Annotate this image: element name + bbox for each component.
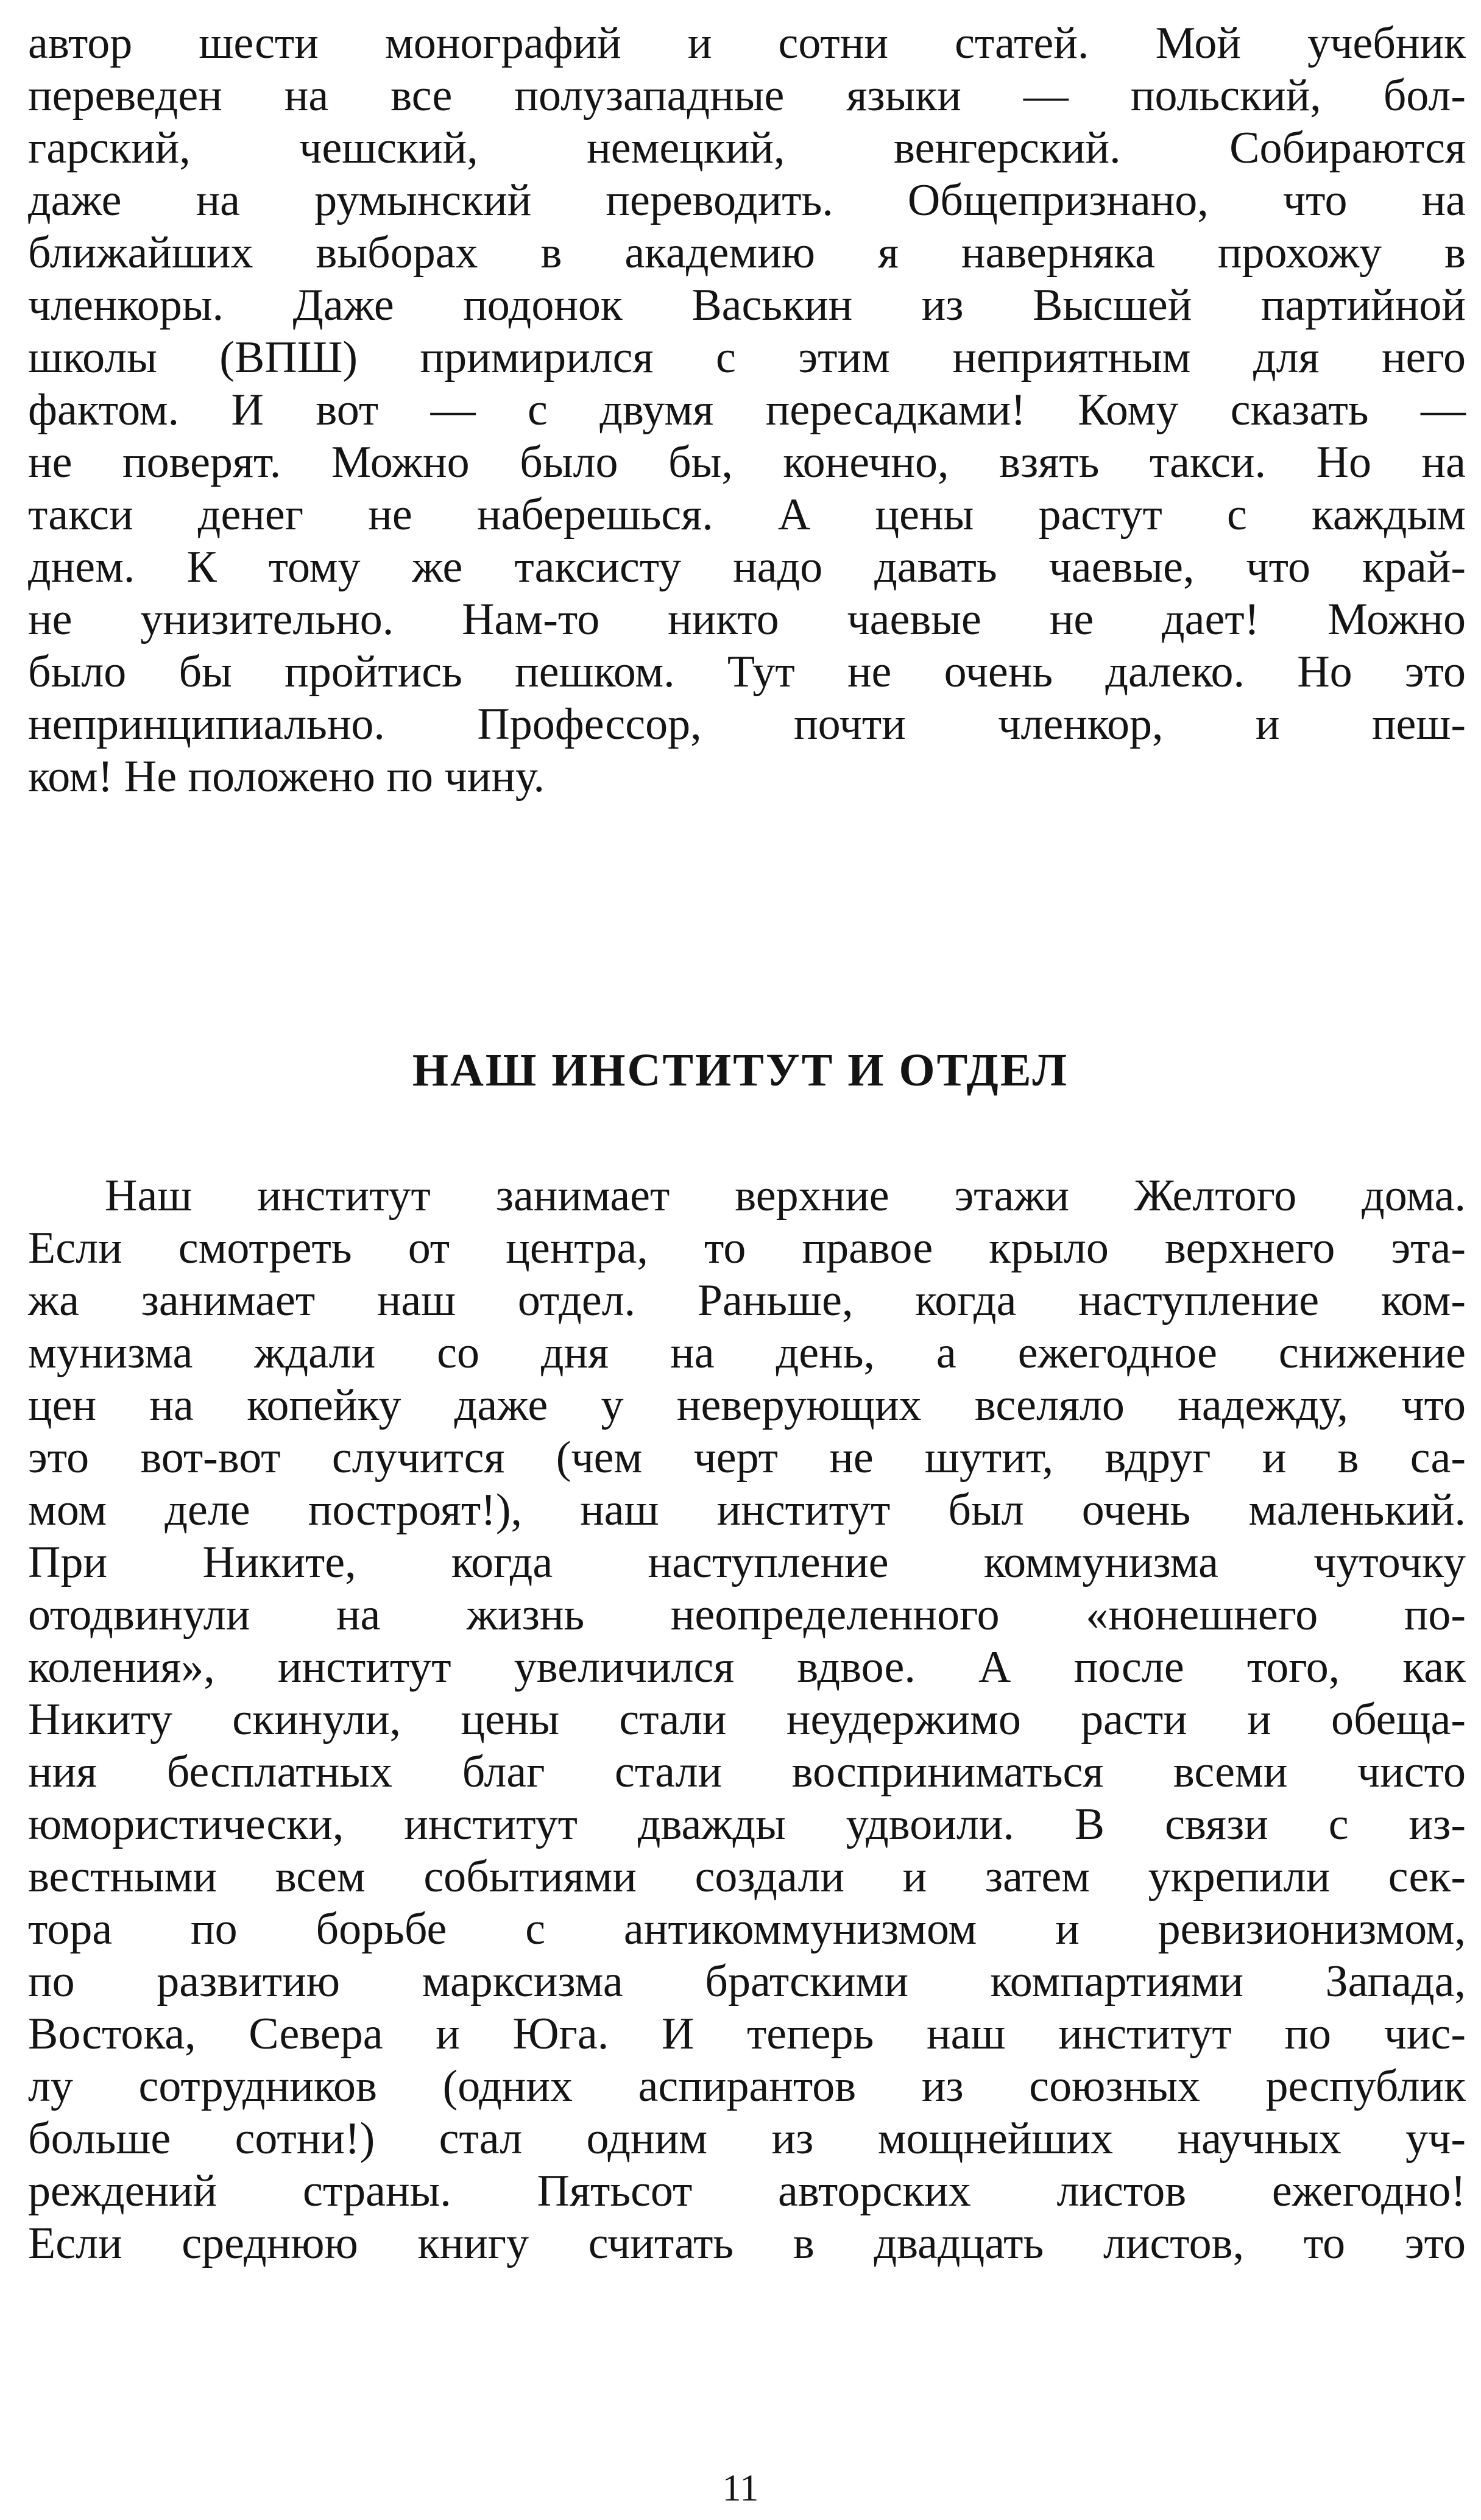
text-line: Никиту скинули, цены стали неудержимо расти и обеща-: [28, 1695, 1466, 1745]
text-line: ком! Не положено по чину.: [28, 752, 545, 802]
text-line: Наш институт занимает верхние этажи Желтого дома.: [105, 1171, 1466, 1221]
text-line: такси денег не наберешься. А цены растут с каждым: [28, 490, 1466, 540]
text-line: днем. К тому же таксисту надо давать чаевые, что край-: [28, 542, 1466, 592]
text-line: это вот-вот случится (чем черт не шутит, вдруг и в са-: [28, 1433, 1466, 1483]
text-line: вестными всем событиями создали и затем укрепили сек-: [28, 1852, 1466, 1902]
text-line: Востока, Севера и Юга. И теперь наш институт по чис-: [28, 2009, 1466, 2059]
text-line: переведен на все полузападные языки — польский, бол-: [28, 71, 1466, 121]
page-number: 11: [722, 2468, 759, 2509]
text-line: Если среднюю книгу считать в двадцать листов, то это: [28, 2218, 1466, 2268]
text-line: цен на копейку даже у неверующих вселяло надежду, что: [28, 1380, 1466, 1430]
text-line: даже на румынский переводить. Общепризнано, что на: [28, 175, 1466, 225]
text-line: по развитию марксизма братскими компартиями Запада,: [28, 1957, 1466, 2006]
text-line: гарский, чешский, немецкий, венгерский. Собираются: [28, 123, 1466, 173]
text-line: было бы пройтись пешком. Тут не очень далеко. Но это: [28, 647, 1466, 697]
text-line: При Никите, когда наступление коммунизма чуточку: [28, 1537, 1466, 1587]
text-line: отодвинули на жизнь неопределенного «нонешнего по-: [28, 1590, 1466, 1640]
text-line: реждений страны. Пятьсот авторских листов ежегодно!: [28, 2166, 1466, 2216]
text-line: школы (ВПШ) примирился с этим неприятным для него: [28, 333, 1466, 383]
text-line: ближайших выборах в академию я наверняка прохожу в: [28, 228, 1466, 278]
text-line: автор шести монографий и сотни статей. Мой учебник: [28, 18, 1466, 68]
text-line: коления», институт увеличился вдвое. А после того, как: [28, 1642, 1466, 1692]
text-line: не унизительно. Нам-то никто чаевые не дает! Можно: [28, 595, 1466, 644]
text-line: жа занимает наш отдел. Раньше, когда наступление ком-: [28, 1276, 1466, 1325]
text-line: тора по борьбе с антикоммунизмом и ревизионизмом,: [28, 1904, 1466, 1954]
text-line: больше сотни!) стал одним из мощнейших научных уч-: [28, 2114, 1466, 2164]
text-line: непринципиально. Профессор, почти членкор, и пеш-: [28, 699, 1466, 749]
text-line: лу сотрудников (одних аспирантов из союзных республик: [28, 2061, 1466, 2111]
text-line: Если смотреть от центра, то правое крыло верхнего эта-: [28, 1223, 1466, 1273]
text-line: мунизма ждали со дня на день, а ежегодное снижение: [28, 1328, 1466, 1378]
section-heading: НАШ ИНСТИТУТ И ОТДЕЛ: [412, 1045, 1069, 1096]
text-line: членкоры. Даже подонок Васькин из Высшей партийной: [28, 280, 1466, 330]
text-line: юмористически, институт дважды удвоили. В связи с из-: [28, 1799, 1466, 1849]
text-line: ния бесплатных благ стали восприниматься всеми чисто: [28, 1747, 1466, 1797]
text-line: мом деле построят!), наш институт был очень маленький.: [28, 1485, 1466, 1535]
text-line: фактом. И вот — с двумя пересадками! Кому сказать —: [28, 385, 1466, 435]
text-line: не поверят. Можно было бы, конечно, взять такси. Но на: [28, 437, 1466, 487]
